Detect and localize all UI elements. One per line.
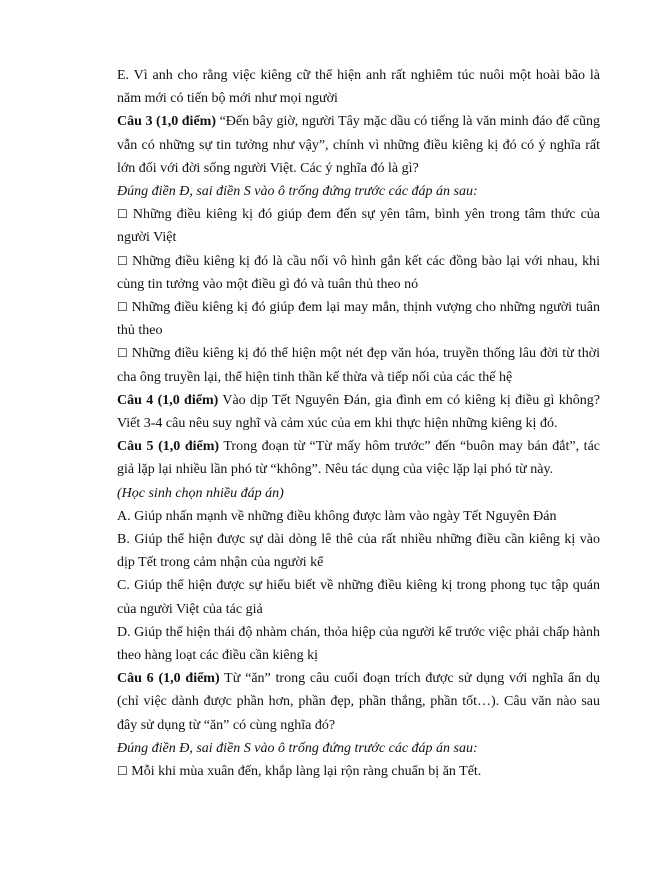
question-3-label: Câu 3 (1,0 điểm): [117, 114, 216, 130]
question-5-label: Câu 5 (1,0 điểm): [117, 439, 220, 455]
instruction: (Học sinh chọn nhiều đáp án): [117, 485, 284, 501]
question-4-text: Vào dịp Tết Nguyên Đán, gia đình em có kiêng kị điều gì không? Viết 3-4 câu nêu suy nghĩ và cảm xúc của em khi thực hiện những kiêng kị đó.: [117, 392, 600, 432]
question-5-text: Trong đoạn từ “Từ mấy hôm trước” đến “buôn may bán đắt”, tác giả lặp lại nhiều lần phó từ “không”. Nêu tác dụng của việc lặp lại phó từ này.: [117, 439, 600, 478]
statement-text: Những điều kiêng kị đó là cầu nối vô hình gắn kết các đồng bào lại với nhau, khi cùng tin tưởng vào một điều gì đó và tuân thủ theo nó: [117, 253, 600, 292]
statement-text: Những điều kiêng kị đó giúp đem lại may mắn, thịnh vượng cho những người tuân thủ theo: [117, 300, 600, 339]
statement-text: Những điều kiêng kị đó giúp đem đến sự yên tâm, bình yên trong tâm thức của người Việt: [117, 207, 600, 246]
option-b: B. Giúp thể hiện được sự dài dòng lê thê của rất nhiều những điều cần kiêng kị vào dịp Tết trong cảm nhận của người kể: [117, 532, 600, 571]
question-6-text: Từ “ăn” trong câu cuối đoạn trích được sử dụng với nghĩa ẩn dụ (chỉ việc dành được phần hơn, phần đẹp, phần thắng, phần tốt…). Câu văn nào sau đây sử dụng từ “ăn” có cùng nghĩa đó?: [117, 671, 600, 733]
question-3: [117, 110, 600, 180]
question-3-text: “Đến bây giờ, người Tây mặc dầu có tiếng là văn minh đáo để cũng vẫn có những sự tin tưởng như vậy”, chính vì những điều kiêng kị đó có ý nghĩa rất lớn đối với đời sống người Việt. Các ý nghĩa đó là gì?: [117, 114, 600, 176]
checkbox-icon[interactable]: ☐: [117, 346, 128, 361]
question-5: [117, 435, 600, 481]
statement-item: [117, 203, 600, 249]
checkbox-icon[interactable]: ☐: [117, 253, 128, 268]
question-6: [117, 667, 600, 737]
statement-text: Những điều kiêng kị đó thể hiện một nét đẹp văn hóa, truyền thống lâu đời từ thời cha ông truyền lại, thể hiện tinh thần kế thừa và tiếp nối của các thế hệ: [117, 346, 600, 385]
option-a: A. Giúp nhấn mạnh về những điều không được làm vào ngày Tết Nguyên Đán: [117, 508, 557, 524]
checkbox-icon[interactable]: ☐: [117, 764, 128, 779]
checkbox-icon[interactable]: ☐: [117, 207, 128, 222]
instruction: Đúng điền Đ, sai điền S vào ô trống đứng trước các đáp án sau:: [117, 184, 478, 200]
checkbox-icon[interactable]: ☐: [117, 300, 128, 315]
question-4-label: Câu 4 (1,0 điểm): [117, 392, 219, 408]
statement-text: Mỗi khi mùa xuân đến, khắp làng lại rộn ràng chuẩn bị ăn Tết.: [127, 764, 482, 780]
statement-item: [117, 296, 600, 342]
instruction: Đúng điền Đ, sai điền S vào ô trống đứng trước các đáp án sau:: [117, 740, 478, 756]
option-d: D. Giúp thể hiện thái độ nhàm chán, thỏa hiệp của người kể trước việc phải chấp hành theo hàng loạt các điều cần kiêng kị: [117, 624, 600, 664]
question-4: [117, 389, 600, 435]
option-c: C. Giúp thể hiện được sự hiểu biết về những điều kiêng kị trong phong tục tập quán của người Việt của tác giả: [117, 578, 600, 617]
statement-item: [117, 250, 600, 296]
question-6-label: Câu 6 (1,0 điểm): [117, 671, 220, 687]
statement-item: [117, 342, 600, 388]
option-e: E. Vì anh cho rằng việc kiêng cữ thể hiện anh rất nghiêm túc nuôi một hoài bão là năm mới có tiến bộ mới như mọi người: [117, 68, 600, 107]
statement-item: [117, 760, 600, 783]
